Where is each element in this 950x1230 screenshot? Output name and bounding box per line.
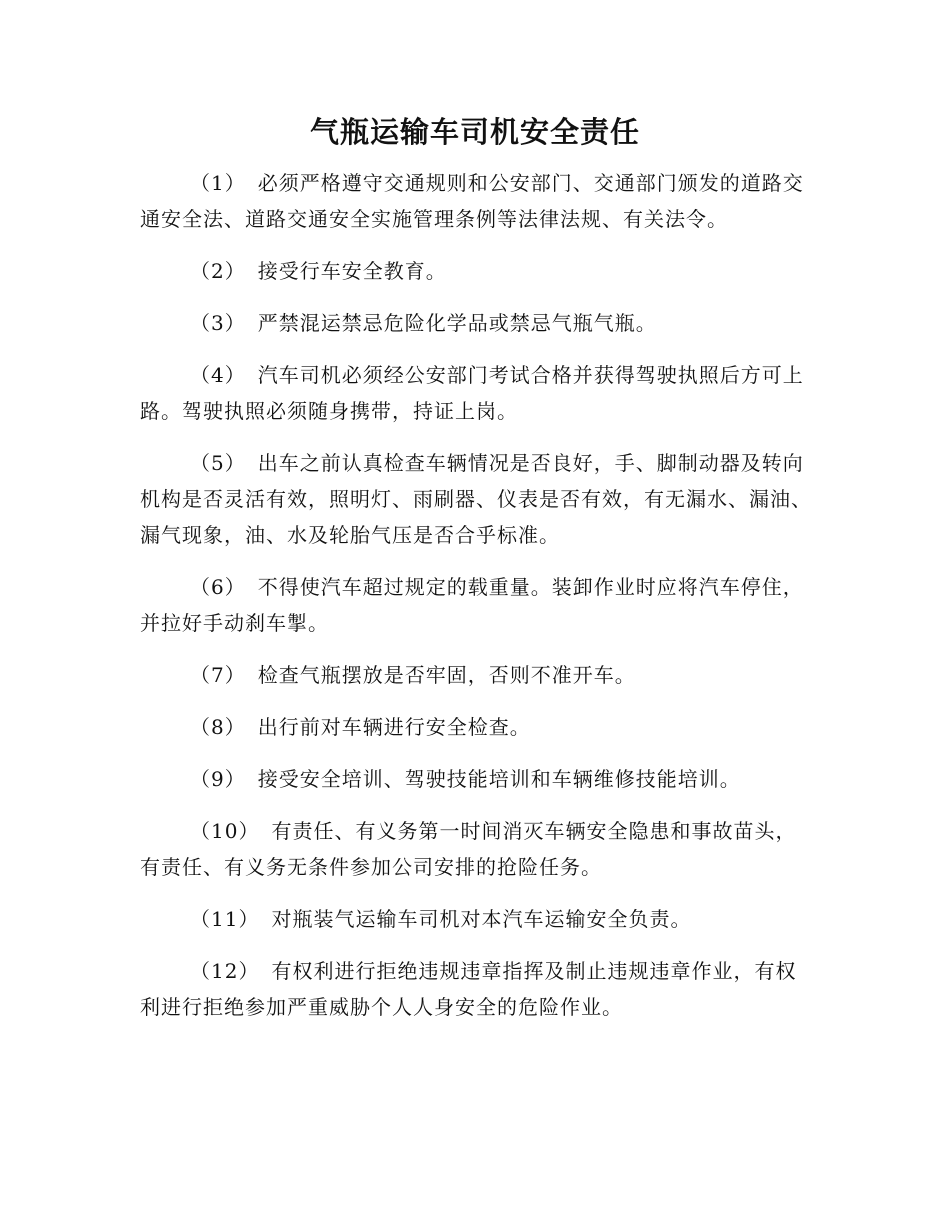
item-text: 严禁混运禁忌危险化学品或禁忌气瓶气瓶。 — [257, 311, 657, 335]
list-item — [140, 657, 812, 693]
item-text: 接受安全培训、驾驶技能培训和车辆维修技能培训。 — [257, 767, 741, 791]
list-item — [140, 305, 812, 341]
item-number: （1） — [190, 171, 246, 195]
list-item — [140, 165, 812, 237]
item-text: 对瓶装气运输车司机对本汽车运输安全负责。 — [271, 907, 692, 931]
list-item — [140, 761, 812, 797]
item-number: （2） — [190, 259, 246, 283]
list-item — [140, 709, 812, 745]
item-number: （3） — [190, 311, 246, 335]
item-text: 有权利进行拒绝违规违章指挥及制止违规违章作业，有权利进行拒绝参加严重威胁个人人身安全的危险作业。 — [140, 959, 797, 1019]
item-text: 出车之前认真检查车辆情况是否良好，手、脚制动器及转向机构是否灵活有效，照明灯、雨刷器、仪表是否有效，有无漏水、漏油、漏气现象，油、水及轮胎气压是否合乎标准。 — [140, 451, 812, 547]
item-text: 接受行车安全教育。 — [257, 259, 447, 283]
item-text: 必须严格遵守交通规则和公安部门、交通部门颁发的道路交通安全法、道路交通安全实施管理条例等法律法规、有关法令。 — [140, 171, 804, 231]
item-number: （12） — [190, 959, 260, 983]
list-item — [140, 445, 812, 553]
item-text: 出行前对车辆进行安全检查。 — [257, 715, 531, 739]
item-number: （8） — [190, 715, 246, 739]
item-text: 汽车司机必须经公安部门考试合格并获得驾驶执照后方可上路。驾驶执照必须随身携带，持证上岗。 — [140, 363, 804, 423]
item-number: （11） — [190, 907, 260, 931]
item-number: （7） — [190, 663, 246, 687]
list-item — [140, 253, 812, 289]
list-item — [140, 813, 812, 885]
document-title: 气瓶运输车司机安全责任 — [309, 115, 640, 149]
item-text: 检查气瓶摆放是否牢固，否则不准开车。 — [257, 663, 636, 687]
item-number: （4） — [190, 363, 246, 387]
item-text: 不得使汽车超过规定的载重量。装卸作业时应将汽车停住，并拉好手动刹车掣。 — [140, 575, 804, 635]
item-number: （9） — [190, 767, 246, 791]
list-item — [140, 569, 812, 641]
item-number: （6） — [190, 575, 246, 599]
item-number: （10） — [190, 819, 260, 843]
document-body — [140, 165, 812, 1041]
item-text: 有责任、有义务第一时间消灭车辆安全隐患和事故苗头，有责任、有义务无条件参加公司安排的抢险任务。 — [140, 819, 797, 879]
list-item — [140, 901, 812, 937]
list-item — [140, 953, 812, 1025]
item-number: （5） — [190, 451, 246, 475]
list-item — [140, 357, 812, 429]
